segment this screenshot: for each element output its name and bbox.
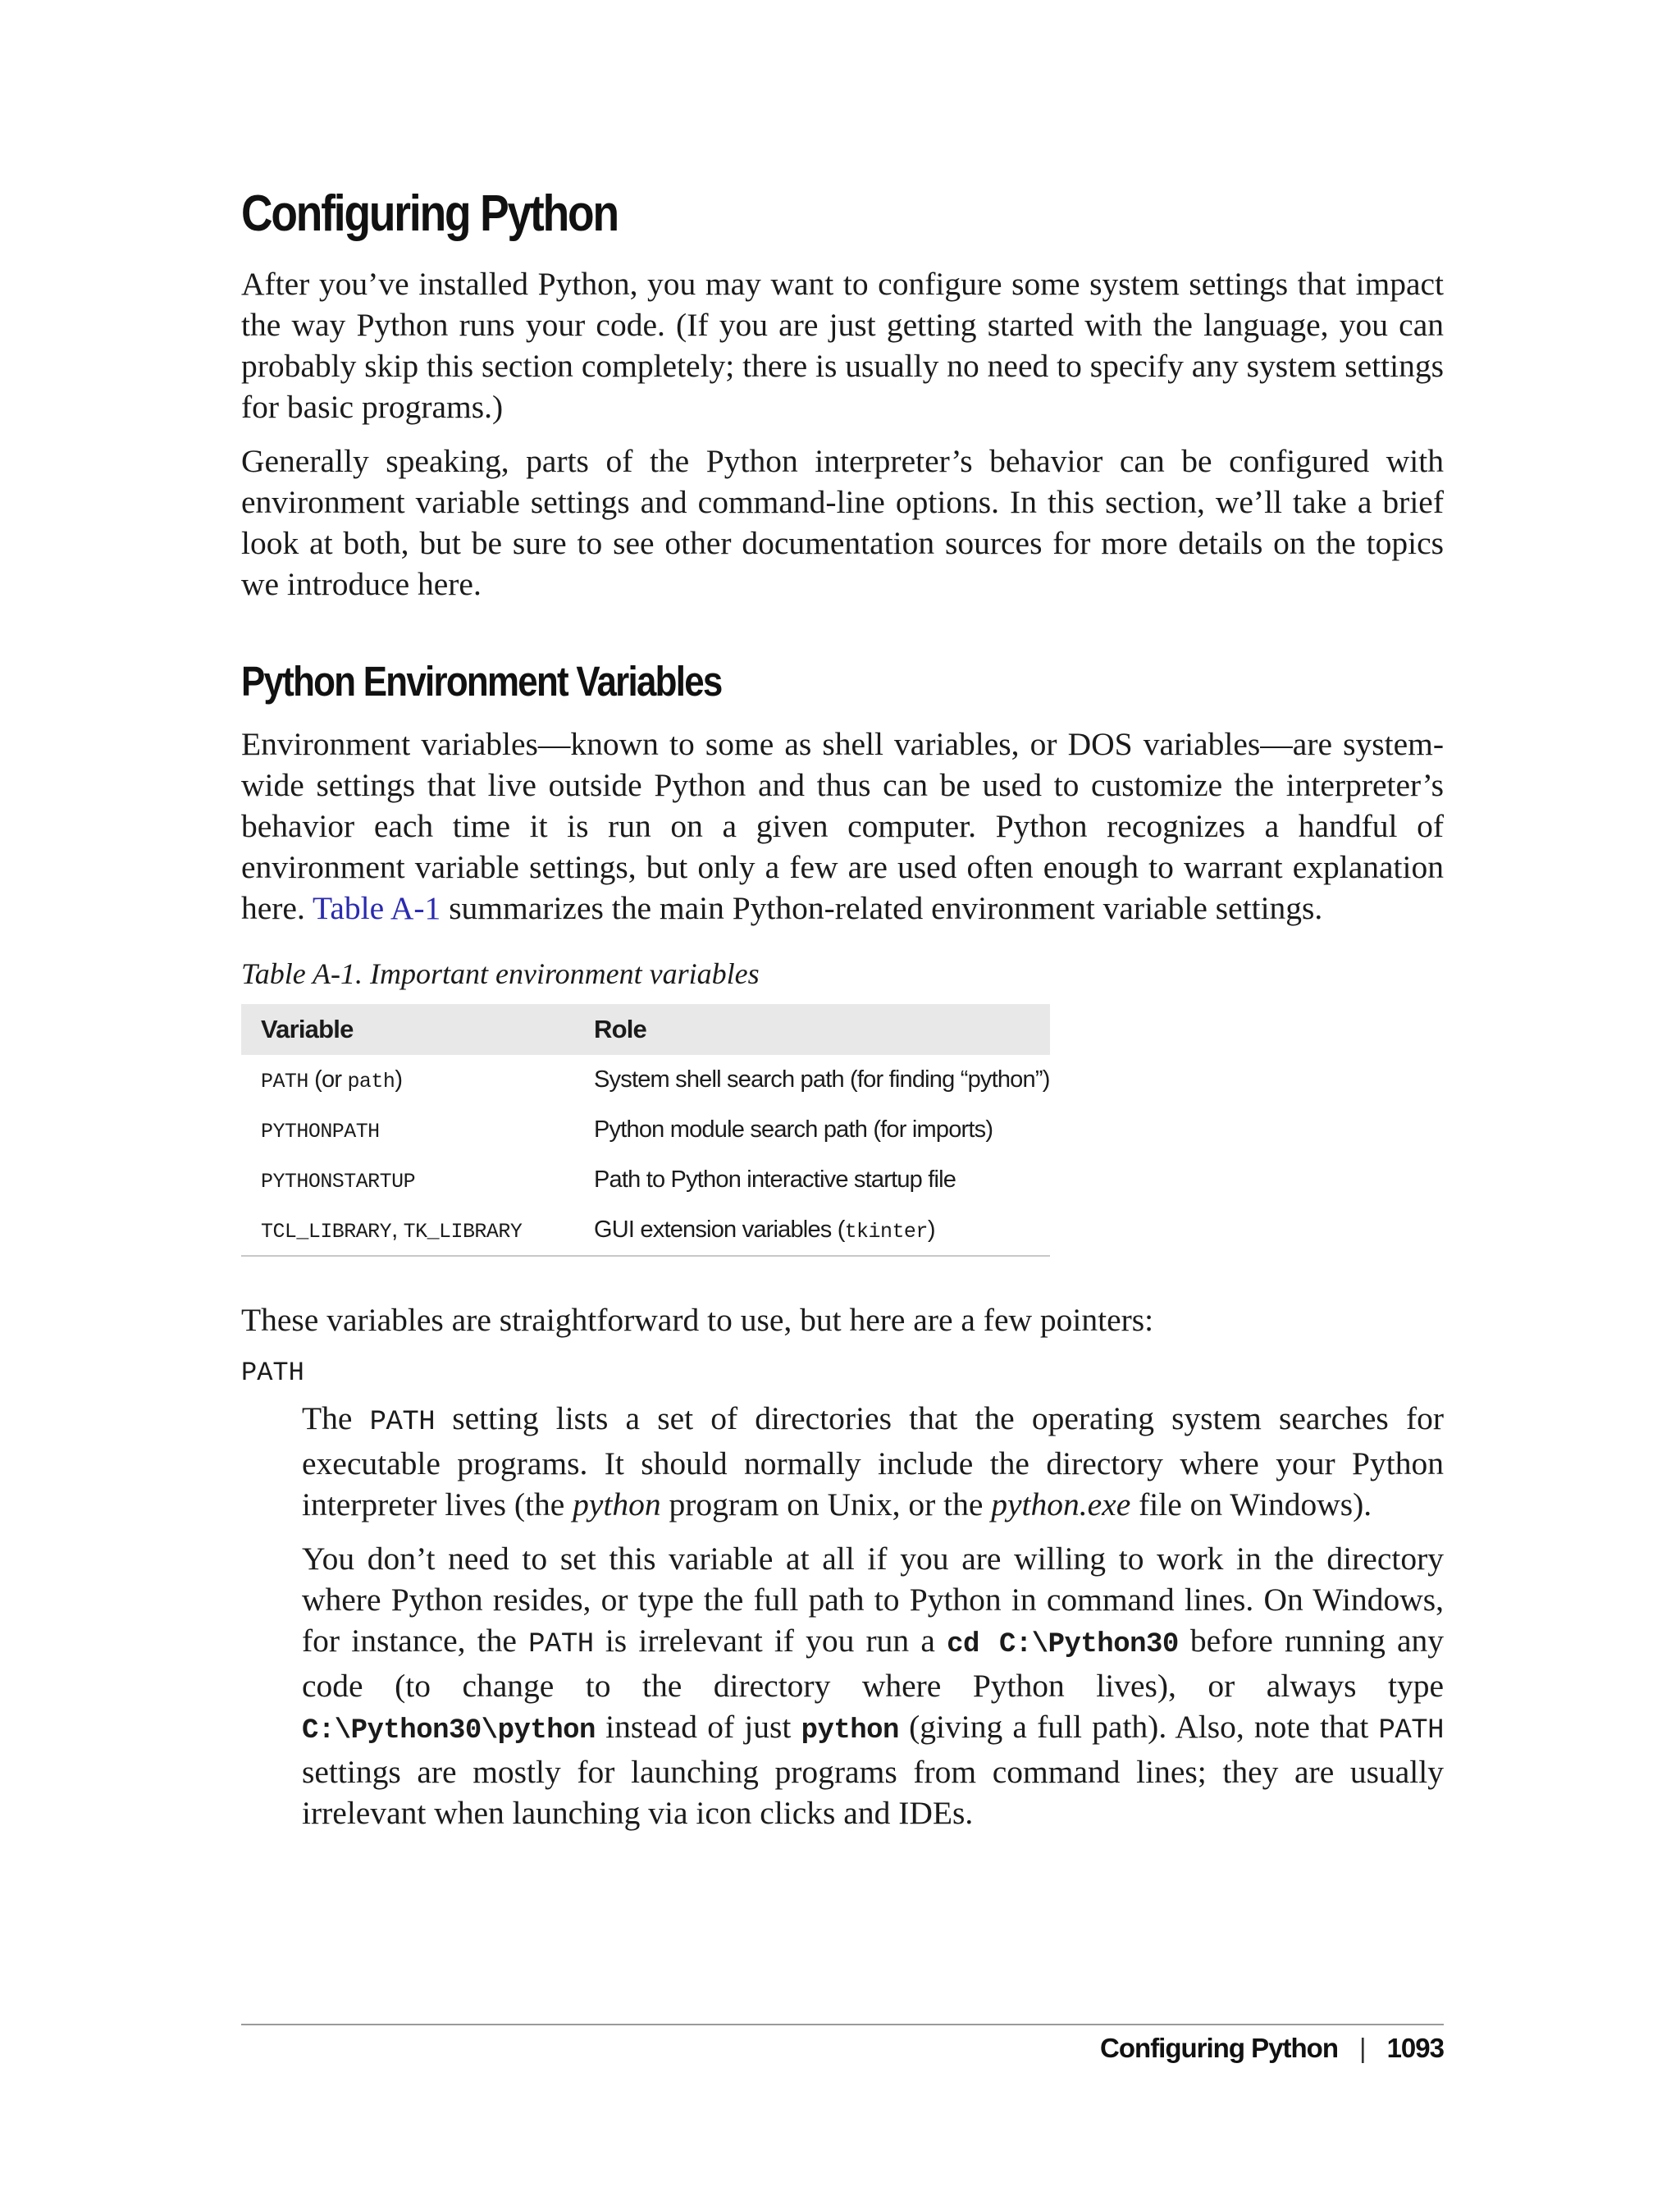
env-vars-paragraph: Environment variables—known to some as shell variables, or DOS variables—are system-wide settings that live outside Python and thus can be used to customize the interpreter’s behavior each time it is run on a given computer. Python recognizes a handful of environment variable settings, but only a few are used often enough to warrant explanation here. Table A-1 summarizes the main Python-related environment variable settings.: [241, 726, 1444, 926]
table-row: [241, 1205, 1050, 1256]
env-variables-table: [241, 1004, 1050, 1257]
table-header-row: [241, 1004, 1050, 1055]
footer-separator: |: [1359, 2033, 1366, 2063]
role-cell: Path to Python interactive startup file: [594, 1166, 956, 1193]
column-header-variable: Variable: [241, 1004, 574, 1055]
page-content: [241, 176, 1444, 1847]
table-caption: Table A-1. Important environment variables: [241, 957, 760, 990]
path-term: PATH: [241, 1358, 304, 1388]
table-row: [241, 1055, 1050, 1105]
page-number: 1093: [1386, 2033, 1444, 2063]
page-title: Configuring Python: [241, 185, 618, 242]
footer-divider: [241, 2024, 1444, 2025]
overview-paragraph: Generally speaking, parts of the Python interpreter’s behavior can be configured with environment variable settings and command-line options. In this section, we’ll take a brief look at both, but be sure to see other documentation sources for more details on the topics we introduce here.: [241, 443, 1444, 602]
role-cell: Python module search path (for imports): [594, 1116, 993, 1143]
path-paragraph-2: You don’t need to set this variable at all if you are willing to work in the directory where Python resides, or type the full path to Python in command lines. On Windows, for instance, the PATH is irrelevant if you run a cd C:\Python30 before running any code (to change to the directory where Python lives), or always type C:\Python30\python instead of just python (giving a full path). Also, note that PATH settings are mostly for launching programs from command lines; they are usually irrelevant when launching via icon clicks and IDEs.: [302, 1541, 1445, 1831]
footer-section-title: Configuring Python: [1100, 2033, 1338, 2063]
variable-cell: PYTHONPATH: [261, 1121, 380, 1144]
table-a1-link[interactable]: Table A-1: [313, 890, 441, 926]
table-row: [241, 1155, 1050, 1205]
section-heading: Python Environment Variables: [241, 658, 722, 705]
role-cell: GUI extension variables (tkinter): [574, 1205, 1050, 1256]
path-paragraph-1: The PATH setting lists a set of directories that the operating system searches for executable programs. It should normally include the directory where your Python interpreter lives (the python program on Unix, or the python.exe file on Windows).: [302, 1400, 1445, 1522]
variable-cell: PYTHONSTARTUP: [261, 1171, 416, 1194]
variable-cell: TCL_LIBRARY, TK_LIBRARY: [241, 1205, 574, 1256]
path-definition: [302, 1398, 1444, 1833]
intro-paragraph: After you’ve installed Python, you may want to configure some system settings that impact the way Python runs your code. (If you are just getting started with the language, you can probably skip this section completely; there is usually no need to specify any system settings for basic programs.): [241, 266, 1444, 425]
column-header-role: Role: [574, 1004, 1050, 1055]
table-row: [241, 1105, 1050, 1155]
role-cell: System shell search path (for finding “python”): [594, 1066, 1050, 1093]
pointers-paragraph: These variables are straightforward to use, but here are a few pointers:: [241, 1302, 1154, 1338]
variable-cell: PATH (or path): [261, 1066, 403, 1093]
page-footer: [1100, 2033, 1444, 2064]
